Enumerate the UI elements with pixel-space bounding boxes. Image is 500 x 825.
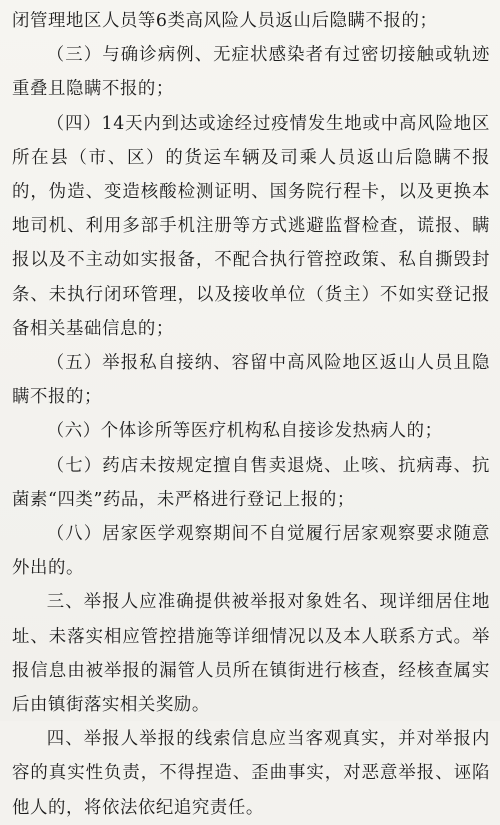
paragraph-category-5-continued: 闭管理地区人员等6类高风险人员返山后隐瞒不报的； <box>12 11 438 31</box>
paragraph-item-7: （七）药店未按规定擅自售卖退烧、止咳、抗病毒、抗菌素“四类”药品，未严格进行登记上报的； <box>12 455 490 510</box>
paragraph-section-4: 四、举报人举报的线索信息应当客观真实，并对举报内容的真实性负责，不得捏造、歪曲事实，对恶意举报、诬陷他人的，将依法依纪追究责任。 <box>12 729 490 818</box>
paragraph-section-3: 三、举报人应准确提供被举报对象姓名、现详细居住地址、未落实相应管控措施等详细情况以及本人联系方式。举报信息由被举报的漏管人员所在镇街进行核查，经核查属实后由镇街落实相关奖励。 <box>12 592 490 716</box>
paragraph-item-5: （五）举报私自接纳、容留中高风险地区返山人员且隐瞒不报的； <box>12 353 490 408</box>
paragraph-item-6: （六）个体诊所等医疗机构私自接诊发热病人的； <box>46 421 443 442</box>
paragraph-item-4: （四）14天内到达或途经过疫情发生地或中高风险地区所在县（市、区）的货运车辆及司乘人员返山后隐瞒不报的，伪造、变造核酸检测证明、国务院行程卡，以及更换本地司机、利用多部手机注册等方式逃避监督检查，谎报、瞒报以及不主动如实报备，不配合执行管控政策、私自撕毁封条、未执行闭环管理，以及接收单位（货主）不如实登记报备相关基础信息的； <box>12 113 490 339</box>
paragraph-item-3: （三）与确诊病例、无症状感染者有过密切接触或轨迹重叠且隐瞒不报的； <box>12 45 490 100</box>
paragraph-item-8: （八）居家医学观察期间不自觉履行居家观察要求随意外出的。 <box>12 524 490 579</box>
